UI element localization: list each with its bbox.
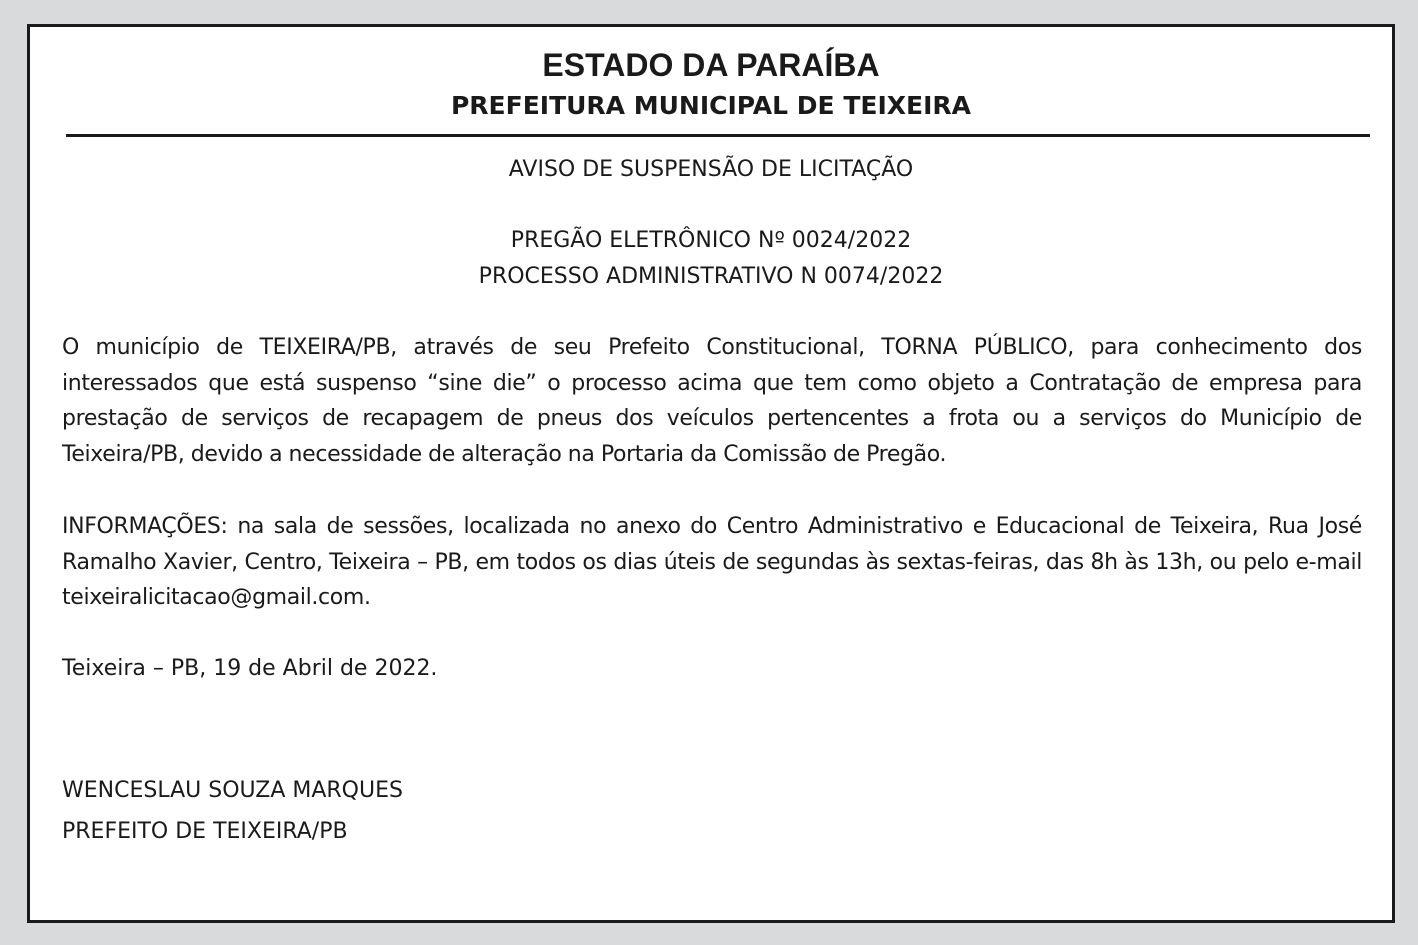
signatory-name: WENCESLAU SOUZA MARQUES: [62, 778, 403, 803]
state-heading: ESTADO DA PARAÍBA: [542, 47, 880, 83]
pregao-number: PREGÃO ELETRÔNICO Nº 0024/2022: [510, 228, 912, 253]
notice-title: AVISO DE SUSPENSÃO DE LICITAÇÃO: [508, 157, 914, 182]
processo-number: PROCESSO ADMINISTRATIVO N 0074/2022: [478, 264, 944, 289]
notice-body-paragraph: O município de TEIXEIRA/PB, através de seu Prefeito Constitucional, TORNA PÚBLICO, para conhecimento dos interessados que está suspenso “sine die” o processo acima que tem como objeto a Contratação de empresa para prestação de serviços de recapagem de pneus dos veículos pertencentes a frota ou a serviços do Município de Teixeira/PB, devido a necessidade de alteração na Portaria da Comissão de Pregão.: [62, 335, 1362, 467]
municipality-heading: PREFEITURA MUNICIPAL DE TEIXEIRA: [450, 91, 972, 120]
signatory-title: PREFEITO DE TEIXEIRA/PB: [62, 819, 348, 844]
date-line: Teixeira – PB, 19 de Abril de 2022.: [62, 656, 438, 681]
header-divider: [66, 134, 1370, 137]
notice-box: [27, 24, 1395, 923]
information-paragraph: INFORMAÇÕES: na sala de sessões, localizada no anexo do Centro Administrativo e Educacional de Teixeira, Rua José Ramalho Xavier, Centro, Teixeira – PB, em todos os dias úteis de segundas às sextas-feiras, das 8h às 13h, ou pelo e-mail teixeiralicitacao@gmail.com.: [62, 514, 1362, 610]
